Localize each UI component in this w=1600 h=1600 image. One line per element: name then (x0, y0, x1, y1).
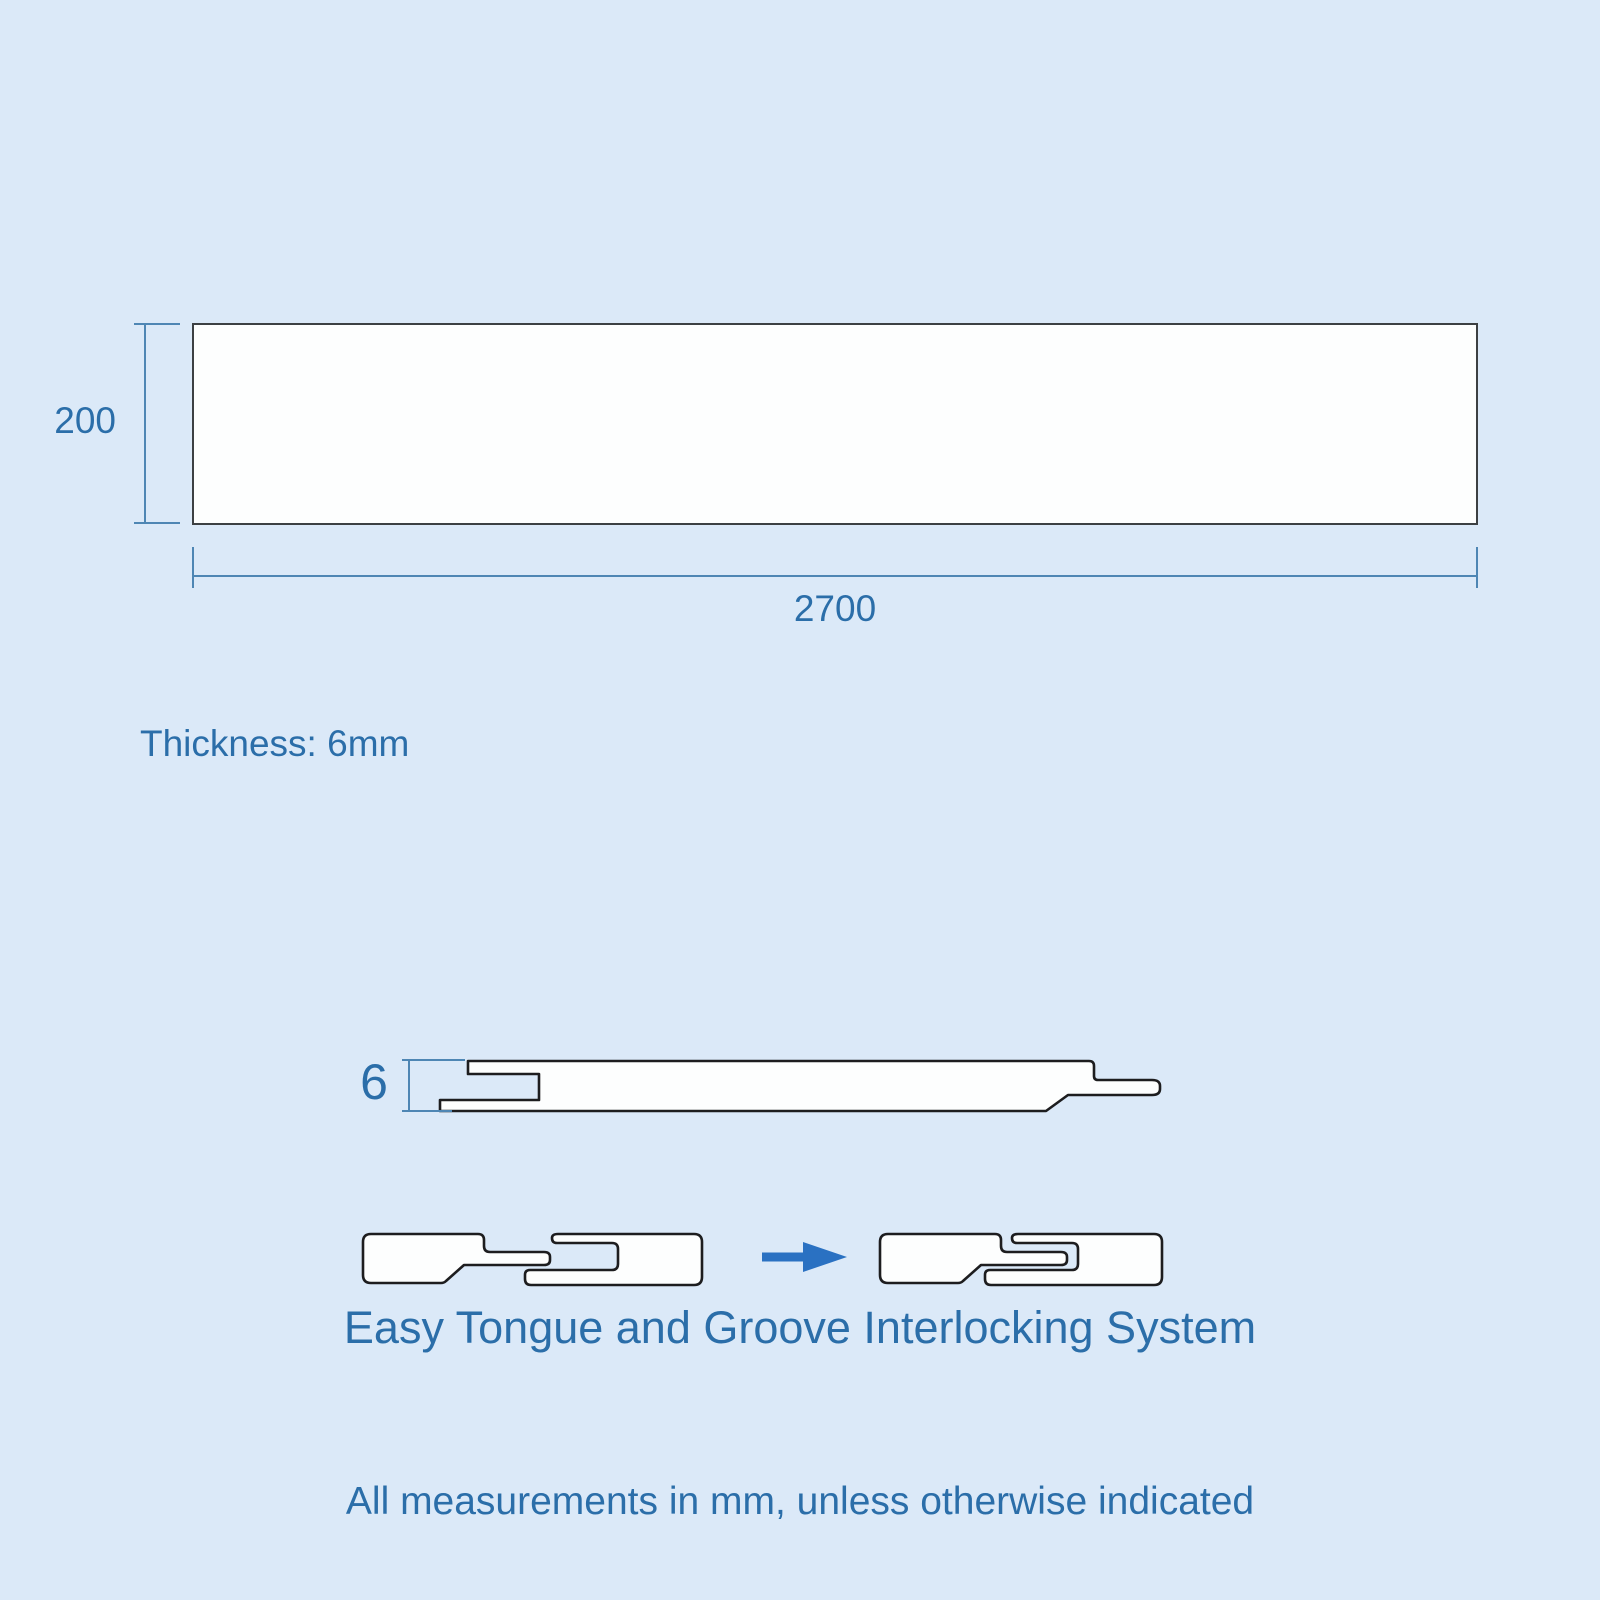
profile-cross-section (440, 1061, 1160, 1111)
height-dimension-label: 200 (54, 400, 116, 441)
groove-piece-separated (525, 1234, 702, 1285)
profile-thickness-label: 6 (360, 1054, 388, 1110)
interlock-caption: Easy Tongue and Groove Interlocking System (343, 1302, 1257, 1353)
tongue-piece-separated (363, 1234, 550, 1283)
width-dimension (193, 547, 1477, 588)
measurement-units-note: All measurements in mm, unless otherwise indicated (345, 1480, 1255, 1523)
height-dimension (134, 324, 180, 523)
panel-face (193, 324, 1477, 524)
thickness-note: Thickness: 6mm (140, 723, 410, 764)
arrow-icon (762, 1242, 847, 1272)
width-dimension-label: 2700 (793, 588, 877, 629)
